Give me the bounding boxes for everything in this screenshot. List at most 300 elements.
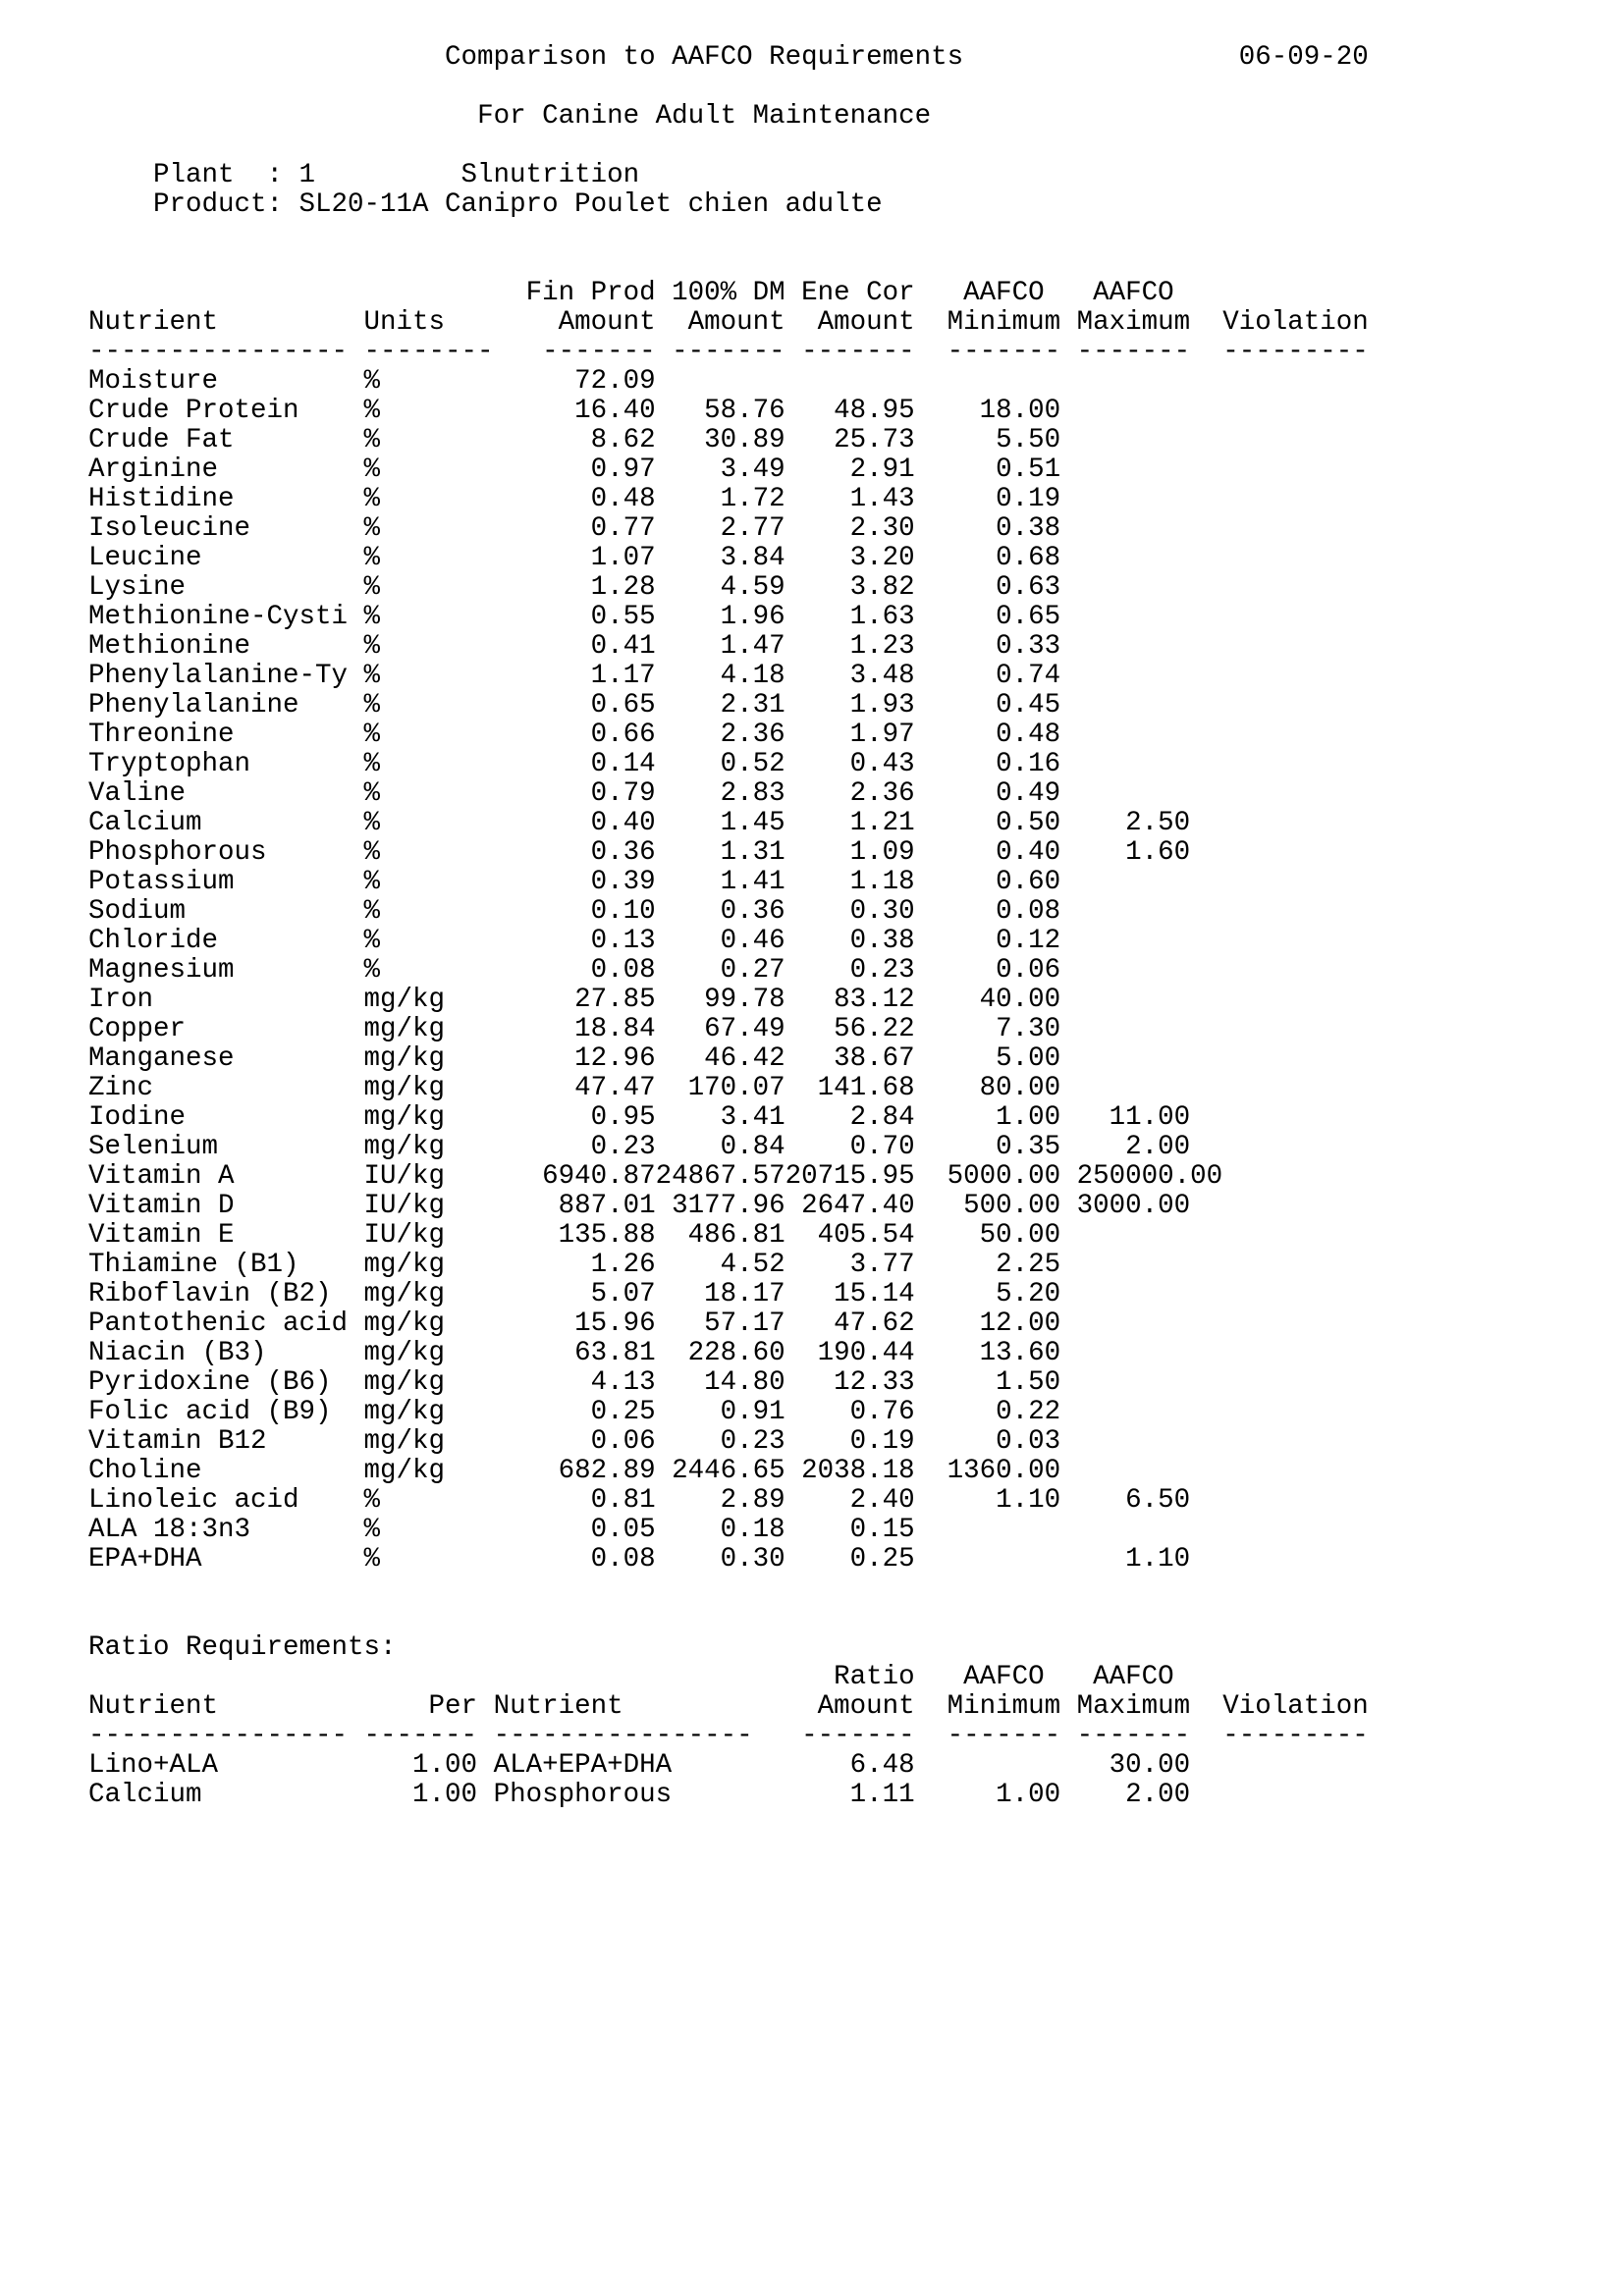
ene-cor-amount: 3.77 [785, 1250, 915, 1280]
units: mg/kg [363, 1456, 446, 1486]
ene-cor-amount: 0.15 [785, 1515, 915, 1545]
nutrient-name: Valine [88, 778, 187, 809]
fin-prod-amount: 0.65 [493, 690, 656, 721]
dm100-amount: 58.76 [655, 396, 785, 426]
ratio-amount: 1.11 [785, 1780, 915, 1810]
nutrient-name: ALA 18:3n3 [88, 1515, 251, 1545]
fin-prod-amount: 1.07 [493, 543, 656, 573]
nutrient-row [88, 544, 1483, 573]
nutrient-row [88, 750, 1483, 779]
dm100-amount: 67.49 [655, 1014, 785, 1044]
aafco-minimum: 5000.00 [914, 1161, 1061, 1192]
dm100-amount: 57.17 [655, 1308, 785, 1339]
ratio-amount-header: Amount [785, 1691, 915, 1722]
fin-prod-amount: 8.62 [493, 425, 656, 455]
nutrient-row [88, 1398, 1483, 1427]
ene-cor-amount: 1.09 [785, 837, 915, 868]
fin-prod-amount: 0.08 [493, 955, 656, 986]
ene-cor-amount: 2.30 [785, 513, 915, 544]
aafco-minimum: 1.00 [914, 1780, 1061, 1810]
fin-prod-amount: 4.13 [493, 1367, 656, 1398]
units: % [363, 572, 381, 603]
dm100-amount: 0.18 [655, 1515, 785, 1545]
dm100-amount-header: Amount [655, 307, 785, 338]
ratio-amount: 6.48 [785, 1750, 915, 1781]
nutrient-name: Vitamin E [88, 1220, 235, 1251]
fin-prod-amount: 887.01 [493, 1191, 656, 1221]
ene-cor-amount: 0.76 [785, 1397, 915, 1427]
aafco-minimum: 0.45 [914, 690, 1061, 721]
fin-prod-amount: 0.77 [493, 513, 656, 544]
units: % [363, 955, 381, 986]
product-line [88, 190, 1483, 220]
fin-prod-amount: 0.10 [493, 896, 656, 927]
ene-cor-amount: 2.36 [785, 778, 915, 809]
ratio-nutrient-1: Calcium [88, 1780, 202, 1810]
header-rule-row [88, 338, 1483, 367]
nutrient-row [88, 897, 1483, 927]
nutrient-row [88, 485, 1483, 514]
nutrient-row [88, 1545, 1483, 1575]
dm100-amount: 24867.57 [655, 1161, 785, 1192]
violation-rule: --------- [1222, 1721, 1369, 1751]
units: % [363, 631, 381, 662]
nutrient-name: Manganese [88, 1043, 235, 1074]
ratio-per-rule: ------- [363, 1721, 478, 1751]
ene-cor-amount: 0.70 [785, 1132, 915, 1162]
ene-cor-amount: 0.43 [785, 749, 915, 779]
fin-prod-amount: 1.26 [493, 1250, 656, 1280]
ratio-nutrient-2: Phosphorous [493, 1780, 673, 1810]
units: % [363, 1485, 381, 1516]
nutrient-name: Phenylalanine [88, 690, 299, 721]
ene-cor-amount: 405.54 [785, 1220, 915, 1251]
fin-prod-amount: 0.13 [493, 926, 656, 956]
nutrient-row [88, 1133, 1483, 1162]
units: IU/kg [363, 1161, 446, 1192]
aafco-maximum: 1.60 [1076, 837, 1191, 868]
nutrient-row [88, 1044, 1483, 1074]
dm100-amount: 3.41 [655, 1102, 785, 1133]
nutrient-name: Crude Protein [88, 396, 299, 426]
aafco-maximum-rule: ------- [1076, 337, 1191, 367]
blank-line [88, 220, 1483, 249]
nutrient-row [88, 1221, 1483, 1251]
fin-prod-amount: 0.41 [493, 631, 656, 662]
violation-header: Violation [1222, 1691, 1369, 1722]
ene-cor-amount: 25.73 [785, 425, 915, 455]
aafco-minimum: 0.74 [914, 661, 1061, 691]
units: % [363, 513, 381, 544]
aafco-minimum: 0.51 [914, 454, 1061, 485]
dm100-amount: 0.91 [655, 1397, 785, 1427]
nutrient-row [88, 986, 1483, 1015]
nutrient-row [88, 426, 1483, 455]
nutrient-name-header: Nutrient [88, 307, 219, 338]
dm100-amount: 228.60 [655, 1338, 785, 1368]
dm100-amount: 1.45 [655, 808, 785, 838]
blank-line [88, 1575, 1483, 1604]
title-line [88, 43, 1483, 73]
aafco-maximum: 3000.00 [1076, 1191, 1191, 1221]
fin-prod-amount: 0.25 [493, 1397, 656, 1427]
dm100-amount: 2.83 [655, 778, 785, 809]
nutrient-name: Selenium [88, 1132, 219, 1162]
nutrient-name: Linoleic acid [88, 1485, 299, 1516]
ratio-table [88, 1663, 1483, 1810]
nutrient-name: Copper [88, 1014, 187, 1044]
aafco-minimum: 0.38 [914, 513, 1061, 544]
units: mg/kg [363, 1338, 446, 1368]
nutrient-name: Choline [88, 1456, 202, 1486]
ratio-row [88, 1781, 1483, 1810]
units: mg/kg [363, 1426, 446, 1457]
fin-prod-amount: 135.88 [493, 1220, 656, 1251]
dm100-amount: 1.72 [655, 484, 785, 514]
ene-cor-amount: 2038.18 [785, 1456, 915, 1486]
ene-cor-amount: 1.18 [785, 867, 915, 897]
page-subtitle: For Canine Adult Maintenance [477, 101, 932, 132]
dm100-amount: 2446.65 [655, 1456, 785, 1486]
units: mg/kg [363, 1397, 446, 1427]
nutrient-name: Niacin (B3) [88, 1338, 267, 1368]
dm100-amount: 3.84 [655, 543, 785, 573]
nutrient-name: Crude Fat [88, 425, 235, 455]
aafco-minimum: 0.16 [914, 749, 1061, 779]
units: mg/kg [363, 1073, 446, 1103]
units: % [363, 1515, 381, 1545]
aafco-minimum: 0.35 [914, 1132, 1061, 1162]
aafco-minimum: 0.08 [914, 896, 1061, 927]
fin-prod-amount: 18.84 [493, 1014, 656, 1044]
units: % [363, 454, 381, 485]
ene-cor-amount: 2647.40 [785, 1191, 915, 1221]
units: % [363, 808, 381, 838]
dm100-amount: 3.49 [655, 454, 785, 485]
ene-cor-amount-rule: ------- [785, 337, 915, 367]
fin-prod-amount: 0.95 [493, 1102, 656, 1133]
units: mg/kg [363, 1308, 446, 1339]
fin-prod-amount: 15.96 [493, 1308, 656, 1339]
dm100-amount: 1.31 [655, 837, 785, 868]
nutrient-row [88, 1192, 1483, 1221]
fin-prod-amount: 0.79 [493, 778, 656, 809]
dm100-amount: 1.41 [655, 867, 785, 897]
aafco-maximum: 11.00 [1076, 1102, 1191, 1133]
nutrient-name: Folic acid (B9) [88, 1397, 332, 1427]
ene-cor-amount: 0.23 [785, 955, 915, 986]
dm100-amount: 18.17 [655, 1279, 785, 1309]
aafco-minimum-header: Minimum [914, 1691, 1061, 1722]
units: mg/kg [363, 1250, 446, 1280]
nutrient-name: Moisture [88, 366, 219, 397]
nutrient-row [88, 1339, 1483, 1368]
aafco-minimum: 1.00 [914, 1102, 1061, 1133]
ratio-per-header: Per [363, 1691, 478, 1722]
ratio-section-title: Ratio Requirements: [88, 1632, 397, 1663]
ratio-nutrient-2-rule: ---------------- [493, 1721, 753, 1751]
ene-cor-amount: 2.84 [785, 1102, 915, 1133]
aafco-minimum: 0.68 [914, 543, 1061, 573]
fin-prod-amount: 72.09 [493, 366, 656, 397]
aafco-minimum: 80.00 [914, 1073, 1061, 1103]
aafco-minimum-header: Minimum [914, 307, 1061, 338]
units: % [363, 484, 381, 514]
nutrient-name-rule: ---------------- [88, 337, 349, 367]
ene-cor-amount: 15.14 [785, 1279, 915, 1309]
fin-prod-amount: 0.23 [493, 1132, 656, 1162]
dm100-amount: 486.81 [655, 1220, 785, 1251]
ene-cor-amount: 12.33 [785, 1367, 915, 1398]
nutrient-row [88, 809, 1483, 838]
ene-cor-amount: 47.62 [785, 1308, 915, 1339]
aafco-minimum: 0.65 [914, 602, 1061, 632]
ratio-per: 1.00 [363, 1750, 478, 1781]
nutrient-name: Lysine [88, 572, 187, 603]
nutrient-name: Iodine [88, 1102, 187, 1133]
aafco-minimum: 0.19 [914, 484, 1061, 514]
dm100-amount-rule: ------- [655, 337, 785, 367]
dm100-amount: 30.89 [655, 425, 785, 455]
aafco-minimum: 500.00 [914, 1191, 1061, 1221]
dm100-amount: 4.18 [655, 661, 785, 691]
nutrient-name: Iron [88, 985, 154, 1015]
blank-line [88, 1604, 1483, 1633]
units: mg/kg [363, 1279, 446, 1309]
nutrient-row [88, 1074, 1483, 1103]
nutrient-name: Vitamin A [88, 1161, 235, 1192]
aafco-minimum: 1.10 [914, 1485, 1061, 1516]
ene-cor-amount: 83.12 [785, 985, 915, 1015]
nutrient-row [88, 514, 1483, 544]
aafco-minimum: 0.22 [914, 1397, 1061, 1427]
ene-cor-amount: 3.20 [785, 543, 915, 573]
units: % [363, 1544, 381, 1575]
nutrient-name: Phenylalanine-Ty [88, 661, 349, 691]
dm100-amount: 0.84 [655, 1132, 785, 1162]
nutrient-row [88, 573, 1483, 603]
dm100-amount: 2.77 [655, 513, 785, 544]
aafco-minimum: 0.49 [914, 778, 1061, 809]
aafco-minimum: 40.00 [914, 985, 1061, 1015]
aafco-maximum-header: Maximum [1076, 1691, 1191, 1722]
fin-prod-amount: 0.40 [493, 808, 656, 838]
blank-line [88, 249, 1483, 279]
violation-header: Violation [1222, 307, 1369, 338]
aafco-minimum: 5.00 [914, 1043, 1061, 1074]
nutrient-row [88, 1486, 1483, 1516]
units: mg/kg [363, 985, 446, 1015]
nutrient-name: Tryptophan [88, 749, 251, 779]
nutrient-row [88, 1103, 1483, 1133]
ene-cor-amount: 190.44 [785, 1338, 915, 1368]
nutrient-row [88, 691, 1483, 721]
plant-line [88, 161, 1483, 190]
nutrient-row [88, 868, 1483, 897]
nutrient-row [88, 927, 1483, 956]
aafco-minimum: 0.12 [914, 926, 1061, 956]
ene-cor-amount: 1.97 [785, 720, 915, 750]
fin-prod-amount: 0.39 [493, 867, 656, 897]
column-group-header-row [88, 279, 1483, 308]
col-group-aafco-min: AAFCO [914, 278, 1045, 308]
aafco-minimum: 0.50 [914, 808, 1061, 838]
aafco-maximum: 30.00 [1076, 1750, 1191, 1781]
fin-prod-amount: 1.28 [493, 572, 656, 603]
nutrient-name: Leucine [88, 543, 202, 573]
units: mg/kg [363, 1014, 446, 1044]
ene-cor-amount: 141.68 [785, 1073, 915, 1103]
units: IU/kg [363, 1191, 446, 1221]
nutrient-row [88, 603, 1483, 632]
units: mg/kg [363, 1132, 446, 1162]
report-page [88, 43, 1483, 1810]
ene-cor-amount: 1.63 [785, 602, 915, 632]
aafco-minimum: 0.03 [914, 1426, 1061, 1457]
fin-prod-amount: 0.36 [493, 837, 656, 868]
units: % [363, 661, 381, 691]
ene-cor-amount: 20715.95 [785, 1161, 915, 1192]
aafco-minimum: 50.00 [914, 1220, 1061, 1251]
nutrient-name: Histidine [88, 484, 235, 514]
nutrient-name: Thiamine (B1) [88, 1250, 299, 1280]
nutrient-name: Riboflavin (B2) [88, 1279, 332, 1309]
dm100-amount: 0.30 [655, 1544, 785, 1575]
ene-cor-amount: 3.82 [785, 572, 915, 603]
fin-prod-amount: 5.07 [493, 1279, 656, 1309]
units: % [363, 366, 381, 397]
fin-prod-amount-header: Amount [493, 307, 656, 338]
ene-cor-amount: 1.23 [785, 631, 915, 662]
dm100-amount: 0.46 [655, 926, 785, 956]
aafco-minimum: 1360.00 [914, 1456, 1061, 1486]
dm100-amount: 0.23 [655, 1426, 785, 1457]
units: mg/kg [363, 1043, 446, 1074]
ene-cor-amount: 1.21 [785, 808, 915, 838]
nutrient-name: Methionine-Cysti [88, 602, 349, 632]
fin-prod-amount: 47.47 [493, 1073, 656, 1103]
ene-cor-amount: 0.38 [785, 926, 915, 956]
column-header-row [88, 1692, 1483, 1722]
aafco-maximum: 2.00 [1076, 1780, 1191, 1810]
nutrient-row [88, 1427, 1483, 1457]
fin-prod-amount: 63.81 [493, 1338, 656, 1368]
units: % [363, 396, 381, 426]
plant-name: Slnutrition [460, 160, 640, 190]
col-group-100dm: 100% DM [655, 278, 785, 308]
ene-cor-amount: 3.48 [785, 661, 915, 691]
ene-cor-amount: 0.25 [785, 1544, 915, 1575]
column-group-header-row [88, 1663, 1483, 1692]
ratio-nutrient-2: ALA+EPA+DHA [493, 1750, 673, 1781]
nutrient-row [88, 1162, 1483, 1192]
units-header: Units [363, 307, 446, 338]
fin-prod-amount: 12.96 [493, 1043, 656, 1074]
fin-prod-amount: 0.81 [493, 1485, 656, 1516]
nutrient-row [88, 838, 1483, 868]
ratio-per: 1.00 [363, 1780, 478, 1810]
dm100-amount: 170.07 [655, 1073, 785, 1103]
ratio-amount-rule: ------- [785, 1721, 915, 1751]
aafco-maximum-rule: ------- [1076, 1721, 1191, 1751]
aafco-maximum: 1.10 [1076, 1544, 1191, 1575]
fin-prod-amount: 1.17 [493, 661, 656, 691]
units: IU/kg [363, 1220, 446, 1251]
col-group-aafco-min: AAFCO [914, 1662, 1045, 1692]
nutrient-name: Potassium [88, 867, 235, 897]
product-value: SL20-11A Canipro Poulet chien adulte [298, 189, 883, 220]
nutrient-row [88, 367, 1483, 397]
aafco-minimum: 0.48 [914, 720, 1061, 750]
dm100-amount: 0.36 [655, 896, 785, 927]
aafco-maximum: 6.50 [1076, 1485, 1191, 1516]
nutrient-row [88, 721, 1483, 750]
nutrient-row [88, 1280, 1483, 1309]
units: % [363, 837, 381, 868]
plant-label: Plant : 1 [153, 160, 316, 190]
product-label: Product: [153, 189, 284, 220]
units: mg/kg [363, 1367, 446, 1398]
dm100-amount: 4.52 [655, 1250, 785, 1280]
nutrient-name: Methionine [88, 631, 251, 662]
nutrient-name: Pyridoxine (B6) [88, 1367, 332, 1398]
nutrient-row [88, 1516, 1483, 1545]
aafco-minimum: 0.33 [914, 631, 1061, 662]
nutrient-row [88, 632, 1483, 662]
dm100-amount: 4.59 [655, 572, 785, 603]
column-header-row [88, 308, 1483, 338]
fin-prod-amount: 16.40 [493, 396, 656, 426]
units: % [363, 749, 381, 779]
aafco-minimum-rule: ------- [914, 337, 1061, 367]
ene-cor-amount: 38.67 [785, 1043, 915, 1074]
ene-cor-amount: 2.91 [785, 454, 915, 485]
aafco-maximum: 250000.00 [1076, 1161, 1223, 1192]
dm100-amount: 0.52 [655, 749, 785, 779]
aafco-minimum: 0.60 [914, 867, 1061, 897]
ene-cor-amount: 48.95 [785, 396, 915, 426]
col-group-aafco-max: AAFCO [1076, 278, 1174, 308]
violation-rule: --------- [1222, 337, 1369, 367]
aafco-minimum: 12.00 [914, 1308, 1061, 1339]
ratio-nutrient-2-header: Nutrient [493, 1691, 623, 1722]
fin-prod-amount: 27.85 [493, 985, 656, 1015]
units: % [363, 778, 381, 809]
units: mg/kg [363, 1102, 446, 1133]
dm100-amount: 0.27 [655, 955, 785, 986]
aafco-minimum: 0.40 [914, 837, 1061, 868]
fin-prod-amount: 0.05 [493, 1515, 656, 1545]
fin-prod-amount: 0.97 [493, 454, 656, 485]
dm100-amount: 14.80 [655, 1367, 785, 1398]
ene-cor-amount-header: Amount [785, 307, 915, 338]
ene-cor-amount: 2.40 [785, 1485, 915, 1516]
aafco-minimum-rule: ------- [914, 1721, 1061, 1751]
aafco-maximum: 2.50 [1076, 808, 1191, 838]
aafco-minimum: 13.60 [914, 1338, 1061, 1368]
dm100-amount: 46.42 [655, 1043, 785, 1074]
nutrient-name: Vitamin B12 [88, 1426, 267, 1457]
aafco-minimum: 5.20 [914, 1279, 1061, 1309]
ratio-nutrient-1: Lino+ALA [88, 1750, 219, 1781]
col-group-ratio: Ratio [785, 1662, 915, 1692]
fin-prod-amount: 0.66 [493, 720, 656, 750]
units: % [363, 867, 381, 897]
page-title: Comparison to AAFCO Requirements [445, 42, 964, 73]
fin-prod-amount: 682.89 [493, 1456, 656, 1486]
aafco-minimum: 1.50 [914, 1367, 1061, 1398]
units-rule: -------- [363, 337, 494, 367]
